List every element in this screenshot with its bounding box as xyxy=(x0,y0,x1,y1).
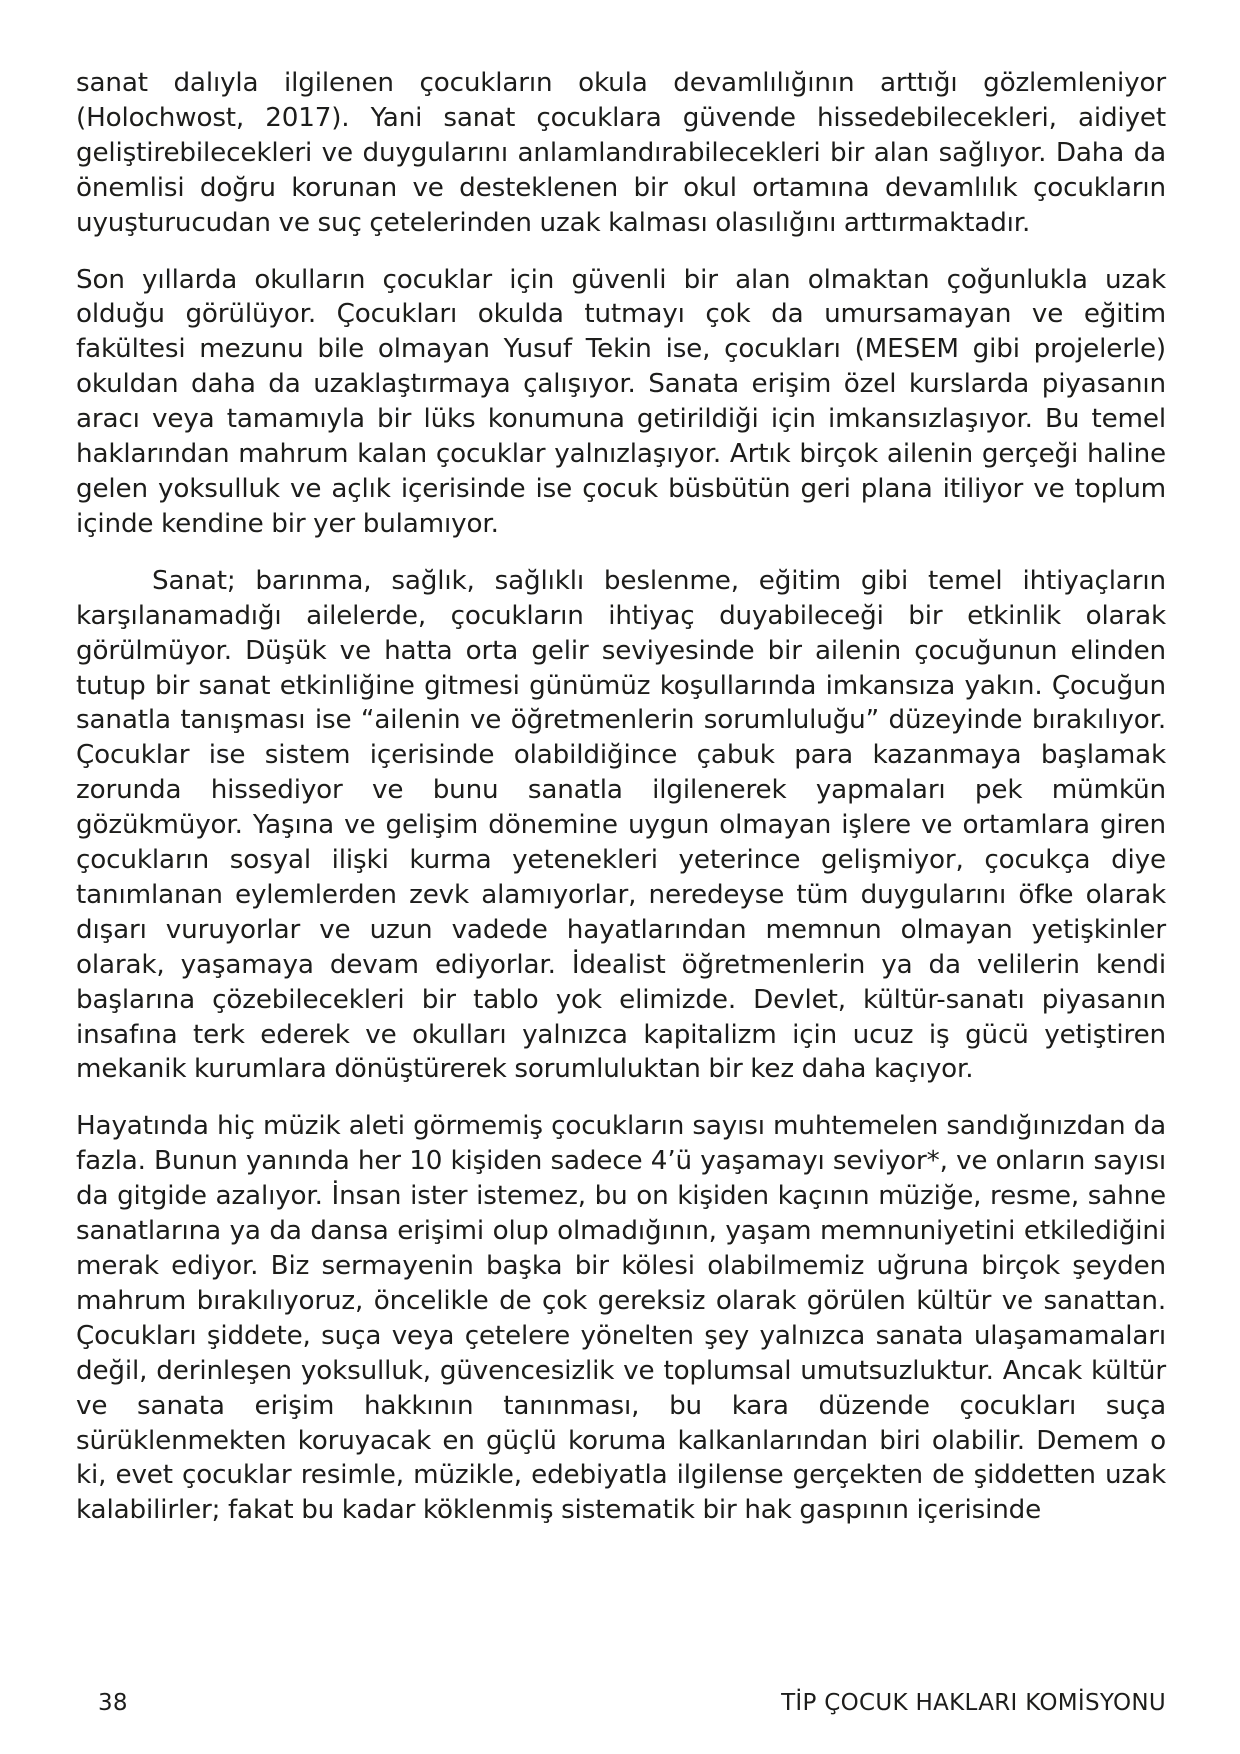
page-number: 38 xyxy=(98,1690,128,1716)
page-body xyxy=(76,66,1166,1550)
page-footer xyxy=(76,1686,1166,1720)
body-paragraph-3: Sanat; barınma, sağlık, sağlıklı beslenme, eğitim gibi temel ihtiyaçların karşılanamadığı ailelerde, çocukların ihtiyaç duyabileceği bir etkinlik olarak görülmüyor. Düşük ve hatta orta gelir seviyesinde bir ailenin çocuğunun elinden tutup bir sanat etkinliğine gitmesi günümüz koşullarında imkansıza yakın. Çocuğun sanatla tanışması ise “ailenin ve öğretmenlerin sorumluluğu” düzeyinde bırakılıyor. Çocuklar ise sistem içerisinde olabildiğince çabuk para kazanmaya başlamak zorunda hissediyor ve bunu sanatla ilgilenerek yapmaları pek mümkün gözükmüyor. Yaşına ve gelişim dönemine uygun olmayan işlere ve ortamlara giren çocukların sosyal ilişki kurma yetenekleri yeterince gelişmiyor, çocukça diye tanımlanan eylemlerden zevk alamıyorlar, neredeyse tüm duygularını öfke olarak dışarı vuruyorlar ve uzun vadede hayatlarından memnun olmayan yetişkinler olarak, yaşamaya devam ediyorlar. İdealist öğretmenlerin ya da velilerin kendi başlarına çözebilecekleri bir tablo yok elimizde. Devlet, kültür-sanatı piyasanın insafına terk ederek ve okulları yalnızca kapitalizm için ucuz iş gücü yetiştiren mekanik kurumlara dönüştürerek sorumluluktan bir kez daha kaçıyor. xyxy=(76,565,1166,1085)
body-paragraph-1: sanat dalıyla ilgilenen çocukların okula devamlılığının arttığı gözlemleniyor (Holochwost, 2017). Yani sanat çocuklara güvende hissedebilecekleri, aidiyet geliştirebilecekleri ve duygularını anlamlandırabilecekleri bir alan sağlıyor. Daha da önemlisi doğru korunan ve desteklenen bir okul ortamına devamlılık çocukların uyuşturucudan ve suç çetelerinden uzak kalması olasılığını arttırmaktadır. xyxy=(76,68,1166,238)
running-title: TİP ÇOCUK HAKLARI KOMİSYONU xyxy=(781,1690,1166,1716)
body-paragraph-4: Hayatında hiç müzik aleti görmemiş çocukların sayısı muhtemelen sandığınızdan da fazla. Bunun yanında her 10 kişiden sadece 4’ü yaşamayı seviyor*, ve onların sayısı da gitgide azalıyor. İnsan ister istemez, bu on kişiden kaçının müziğe, resme, sahne sanatlarına ya da dansa erişimi olup olmadığının, yaşam memnuniyetini etkilediğini merak ediyor. Biz sermayenin başka bir kölesi olabilmemiz uğruna birçok şeyden mahrum bırakılıyoruz, öncelikle de çok gereksiz olarak görülen kültür ve sanattan. Çocukları şiddete, suça veya çetelere yönelten şey yalnızca sanata ulaşamamaları değil, derinleşen yoksulluk, güvencesizlik ve toplumsal umutsuzluktur. Ancak kültür ve sanata erişim hakkının tanınması, bu kara düzende çocukları suça sürüklenmekten koruyacak en güçlü koruma kalkanlarından biri olabilir. Demem o ki, evet çocuklar resimle, müzikle, edebiyatla ilgilense gerçekten de şiddetten uzak kalabilirler; fakat bu kadar köklenmiş sistematik bir hak gaspının içerisinde xyxy=(76,1111,1166,1526)
body-paragraph-2: Son yıllarda okulların çocuklar için güvenli bir alan olmaktan çoğunlukla uzak olduğu görülüyor. Çocukları okulda tutmayı çok da umursamayan ve eğitim fakültesi mezunu bile olmayan Yusuf Tekin ise, çocukları (MESEM gibi projelerle) okuldan daha da uzaklaştırmaya çalışıyor. Sanata erişim özel kurslarda piyasanın aracı veya tamamıyla bir lüks konumuna getirildiği için imkansızlaşıyor. Bu temel haklarından mahrum kalan çocuklar yalnızlaşıyor. Artık birçok ailenin gerçeği haline gelen yoksulluk ve açlık içerisinde ise çocuk büsbütün geri plana itiliyor ve toplum içinde kendine bir yer bulamıyor. xyxy=(76,264,1166,539)
